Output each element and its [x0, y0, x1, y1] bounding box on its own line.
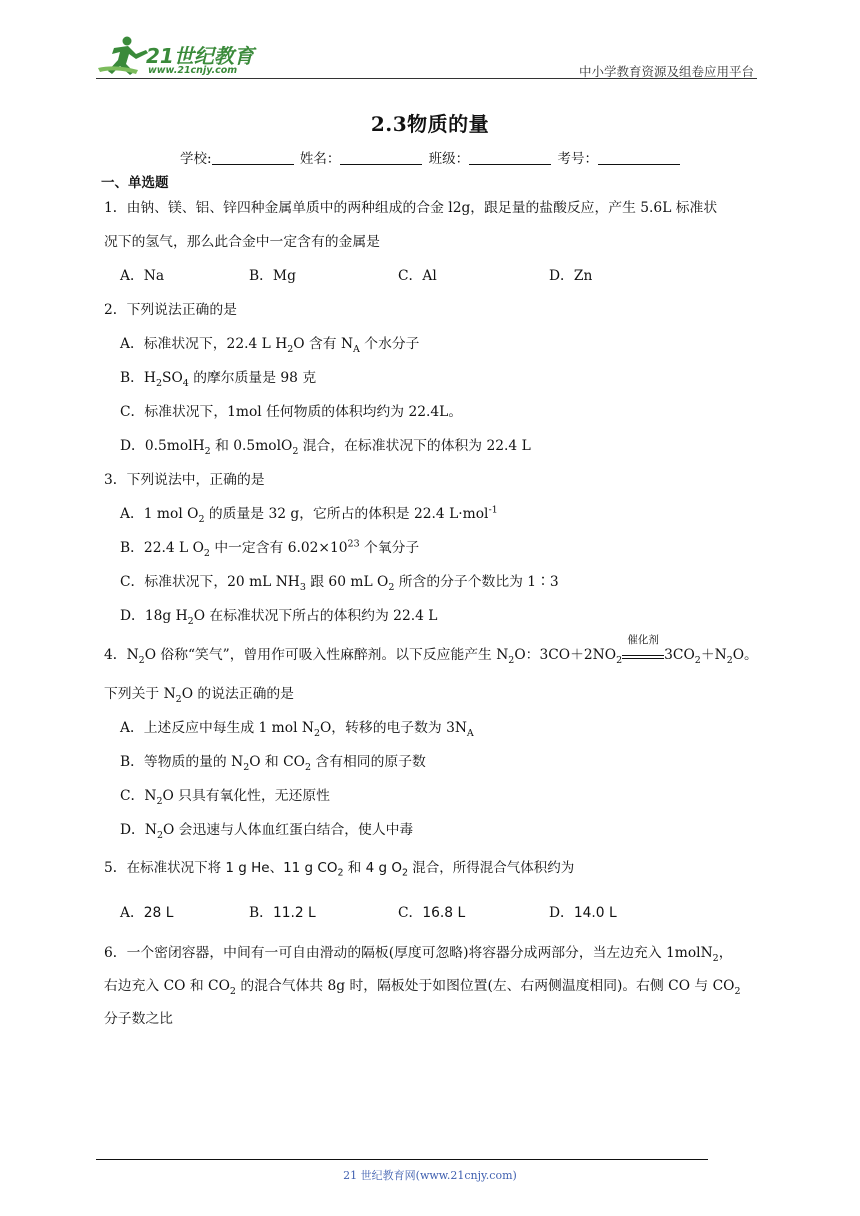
q2-option-c[interactable]: C．标准状况下，1mol 任何物质的体积均约为 22.4L。 — [120, 404, 463, 420]
q4-option-a[interactable]: A．上述反应中每生成 1 mol $N_2O$，转移的电子数为 $3N_A$ — [120, 720, 474, 739]
q4-option-b[interactable]: B．等物质的量的 $N_2O$ 和 $CO_2$ 含有相同的原子数 — [120, 754, 426, 773]
q6-line2: 右边充入 CO 和 $CO_2$ 的混合气体共 8g 时，隔板处于如图位置(左、右两侧温度相同)。右侧 CO 与 $CO_2$ — [104, 978, 741, 997]
q5-option-c[interactable]: C．16.8 L — [398, 905, 466, 921]
q4-option-c[interactable]: C．$N_2O$ 只具有氧化性，无还原性 — [120, 788, 330, 807]
page-title: 2.3物质的量 — [370, 112, 490, 136]
exam-no-label: 考号： — [557, 151, 598, 167]
q2-option-d[interactable]: D．0.5molH$_2$ 和 0.5molO$_2$ 混合，在标准状况下的体积为 22.4 L — [120, 438, 531, 457]
q3-option-b[interactable]: B．22.4 L $O_2$ 中一定含有 $6.02\times 10^{23}$ 个氧分子 — [120, 538, 420, 559]
q1-line2: 况下的氢气，那么此合金中一定含有的金属是 — [104, 234, 380, 250]
q1-option-d[interactable]: D．Zn — [549, 268, 593, 284]
q1-line1: 1．由钠、镁、铝、锌四种金属单质中的两种组成的合金 l2g，跟足量的盐酸反应，产生 5.6L 标准状 — [104, 200, 718, 216]
q4-line1: 4．$N_2O$ 俗称“笑气”，曾用作可吸入性麻醉剂。以下反应能产生 $N_2O$：$3CO+2NO_2$ 催化剂 $3CO_2+N_2O$。 — [104, 634, 758, 666]
q1-option-a[interactable]: A．Na — [120, 268, 165, 284]
q3-option-c[interactable]: C．标准状况下，20 mL $NH_3$ 跟 60 mL $O_2$ 所含的分子个数比为 1∶3 — [120, 574, 559, 593]
class-label: 班级： — [428, 151, 470, 167]
name-field[interactable] — [340, 150, 422, 165]
student-info — [180, 147, 682, 167]
platform-name: 中小学教育资源及组卷应用平台 — [578, 64, 754, 79]
name-label: 姓名： — [299, 151, 341, 167]
catalyst-arrow: 催化剂 — [622, 649, 664, 659]
q5-option-d[interactable]: D．14.0 L — [549, 905, 617, 921]
q5-option-a[interactable]: A．28 L — [120, 905, 174, 921]
q5-stem: 5．在标准状况下将 1 g He、11 g $CO_2$ 和 4 g $O_2$ 混合，所得混合气体积约为 — [104, 860, 575, 879]
q2-stem: 2．下列说法正确的是 — [104, 302, 237, 318]
logo-text: 21世纪教育 — [146, 44, 254, 68]
q3-stem: 3．下列说法中，正确的是 — [104, 472, 265, 488]
runner-icon — [98, 37, 148, 76]
q2-option-b[interactable]: B．$H_2SO_4$ 的摩尔质量是 98 克 — [120, 370, 317, 389]
exam-no-field[interactable] — [598, 150, 680, 165]
q4-line2: 下列关于 $N_2O$ 的说法正确的是 — [104, 686, 294, 705]
q6-line1: 6．一个密闭容器，中间有一可自由滑动的隔板(厚度可忽略)将容器分成两部分，当左边充入 1molN$_2$， — [104, 945, 733, 964]
section-heading: 一、单选题 — [101, 175, 169, 191]
q1-option-c[interactable]: C．Al — [398, 268, 437, 284]
footer-divider — [96, 1159, 708, 1160]
q6-line3: 分子数之比 — [104, 1011, 173, 1027]
school-field[interactable] — [212, 150, 294, 165]
q5-option-b[interactable]: B．11.2 L — [249, 905, 316, 921]
q3-option-a[interactable]: A．1 mol $O_2$ 的质量是 32 g，它所占的体积是 22.4 L·mol$^{-1}$ — [120, 504, 498, 525]
header-divider — [96, 78, 757, 79]
q1-option-b[interactable]: B．Mg — [249, 268, 296, 284]
site-logo — [96, 34, 266, 80]
q4-option-d[interactable]: D．$N_2O$ 会迅速与人体血红蛋白结合，使人中毒 — [120, 822, 414, 841]
logo-url: www.21cnjy.com — [148, 65, 238, 76]
school-label: 学校: — [180, 151, 212, 167]
footer-link[interactable]: 21 世纪教育网(www.21cnjy.com) — [343, 1169, 517, 1182]
class-field[interactable] — [469, 150, 551, 165]
q2-option-a[interactable]: A．标准状况下，22.4 L $H_2O$ 含有 $N_A$ 个水分子 — [120, 336, 420, 355]
q3-option-d[interactable]: D．18g $H_2O$ 在标准状况下所占的体积约为 22.4 L — [120, 608, 438, 627]
